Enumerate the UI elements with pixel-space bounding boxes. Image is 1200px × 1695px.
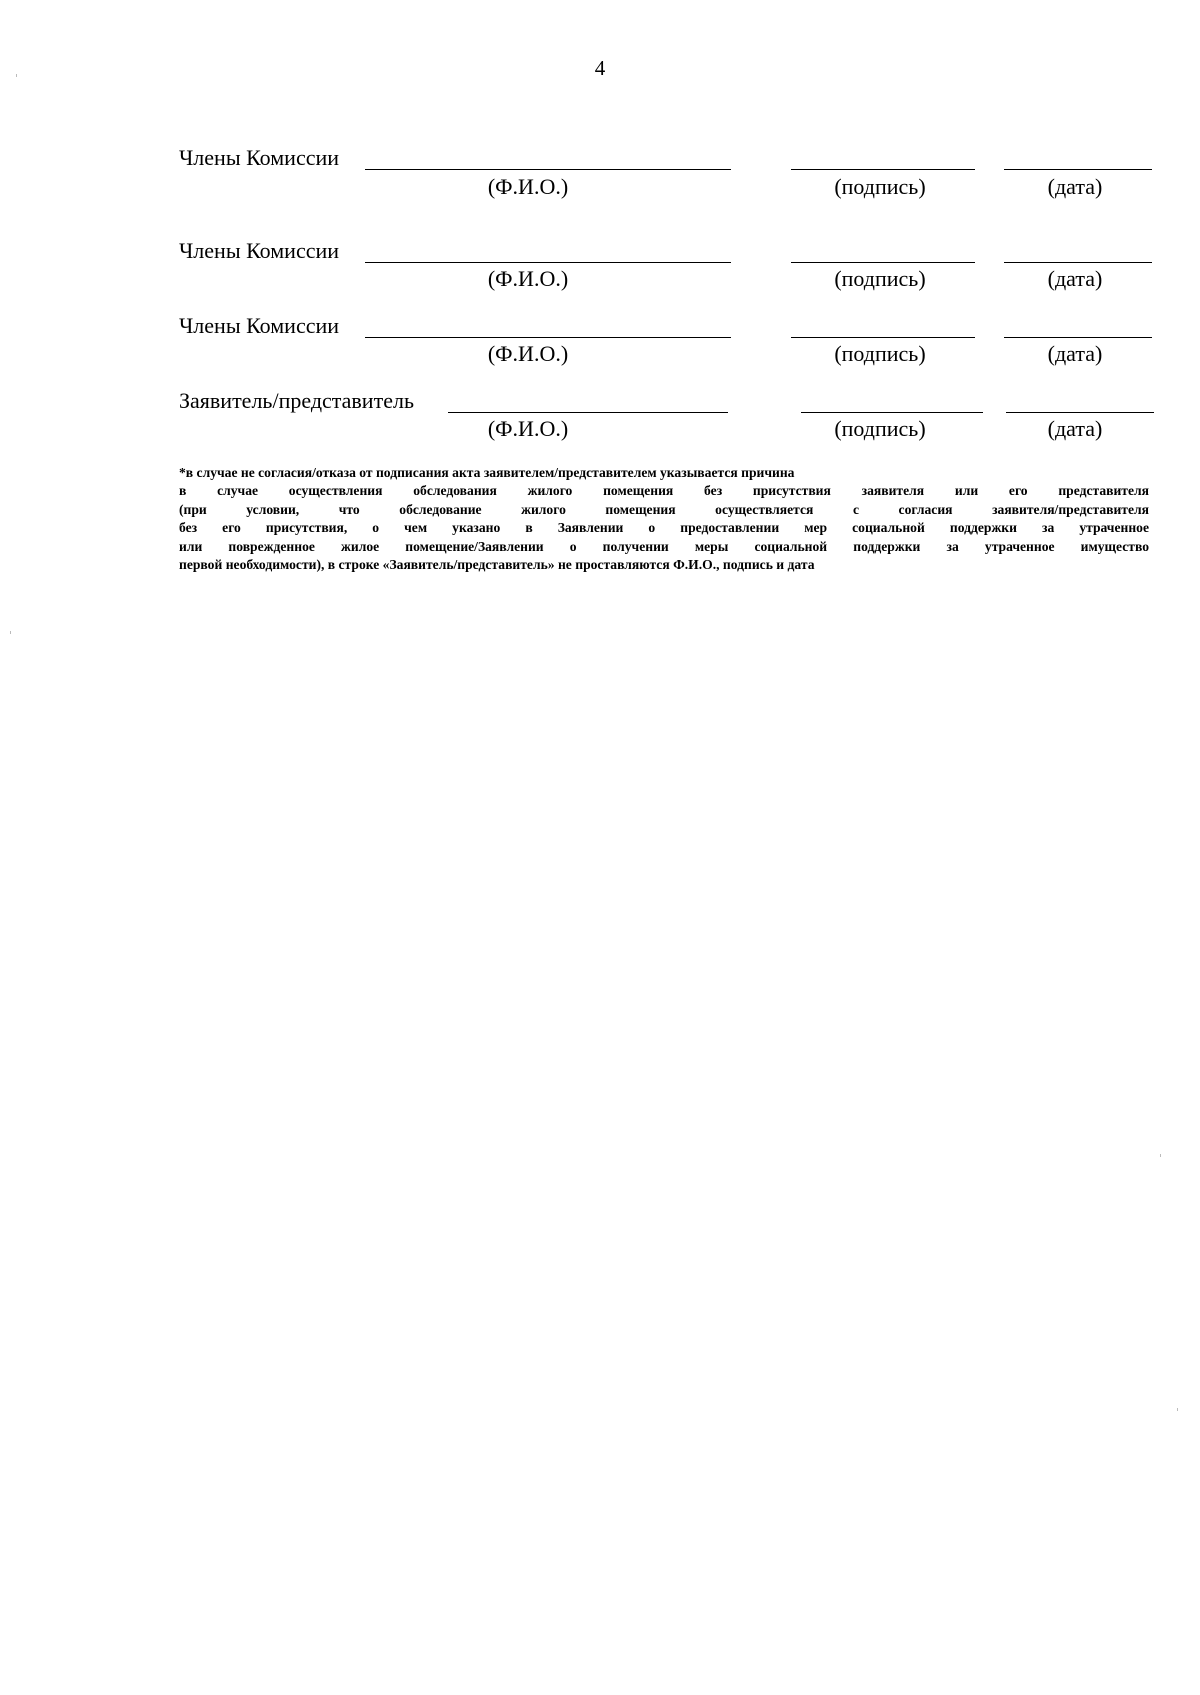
footnote-line-4: без его присутствия, о чем указано в Заявлении о предоставлении мер социальной поддержки за утраченное xyxy=(179,520,1149,536)
name-line[interactable] xyxy=(365,337,731,338)
signature-row-commission-1 xyxy=(0,144,1200,214)
scan-mark xyxy=(10,631,11,634)
signature-caption: (подпись) xyxy=(834,266,926,291)
signature-line[interactable] xyxy=(801,412,983,413)
footnote-line-6: первой необходимости), в строке «Заявитель/представитель» не проставляются Ф.И.О., подпись и дата xyxy=(179,557,815,573)
name-caption: (Ф.И.О.) xyxy=(487,174,569,199)
signature-row-commission-3 xyxy=(0,312,1200,382)
page-number: 4 xyxy=(594,56,606,80)
date-line[interactable] xyxy=(1004,169,1152,170)
date-caption: (дата) xyxy=(1047,174,1103,199)
name-line[interactable] xyxy=(365,262,731,263)
name-caption: (Ф.И.О.) xyxy=(487,341,569,366)
footnote-line-3: (при условии, что обследование жилого помещения осуществляется с согласия заявителя/представителя xyxy=(179,501,1149,517)
signature-line[interactable] xyxy=(791,262,975,263)
date-line[interactable] xyxy=(1004,262,1152,263)
name-line[interactable] xyxy=(448,412,728,413)
signature-caption: (подпись) xyxy=(834,341,926,366)
signature-row-label: Члены Комиссии xyxy=(179,238,340,263)
name-caption: (Ф.И.О.) xyxy=(487,266,569,291)
signature-row-label: Члены Комиссии xyxy=(179,145,340,170)
date-line[interactable] xyxy=(1004,337,1152,338)
signature-line[interactable] xyxy=(791,169,975,170)
scan-mark xyxy=(1160,1154,1161,1157)
date-caption: (дата) xyxy=(1047,341,1103,366)
signature-line[interactable] xyxy=(791,337,975,338)
scan-mark xyxy=(16,74,17,77)
footnote-line-2: в случае осуществления обследования жилого помещения без присутствия заявителя или его представителя xyxy=(179,483,1149,499)
footnote xyxy=(179,464,1149,574)
signature-row-commission-2 xyxy=(0,237,1200,307)
signature-row-label: Члены Комиссии xyxy=(179,313,340,338)
scan-mark xyxy=(1177,1408,1178,1411)
signature-row-label: Заявитель/представитель xyxy=(179,388,414,413)
name-caption: (Ф.И.О.) xyxy=(487,416,569,441)
signature-caption: (подпись) xyxy=(834,174,926,199)
footnote-line-5: или поврежденное жилое помещение/Заявлении о получении меры социальной поддержки за утраченное имущество xyxy=(179,538,1149,554)
date-caption: (дата) xyxy=(1047,416,1103,441)
date-line[interactable] xyxy=(1006,412,1154,413)
footnote-line-1: *в случае не согласия/отказа от подписания акта заявителем/представителем указывается причина xyxy=(179,465,795,480)
name-line[interactable] xyxy=(365,169,731,170)
date-caption: (дата) xyxy=(1047,266,1103,291)
signature-row-applicant xyxy=(0,387,1200,457)
signature-caption: (подпись) xyxy=(834,416,926,441)
